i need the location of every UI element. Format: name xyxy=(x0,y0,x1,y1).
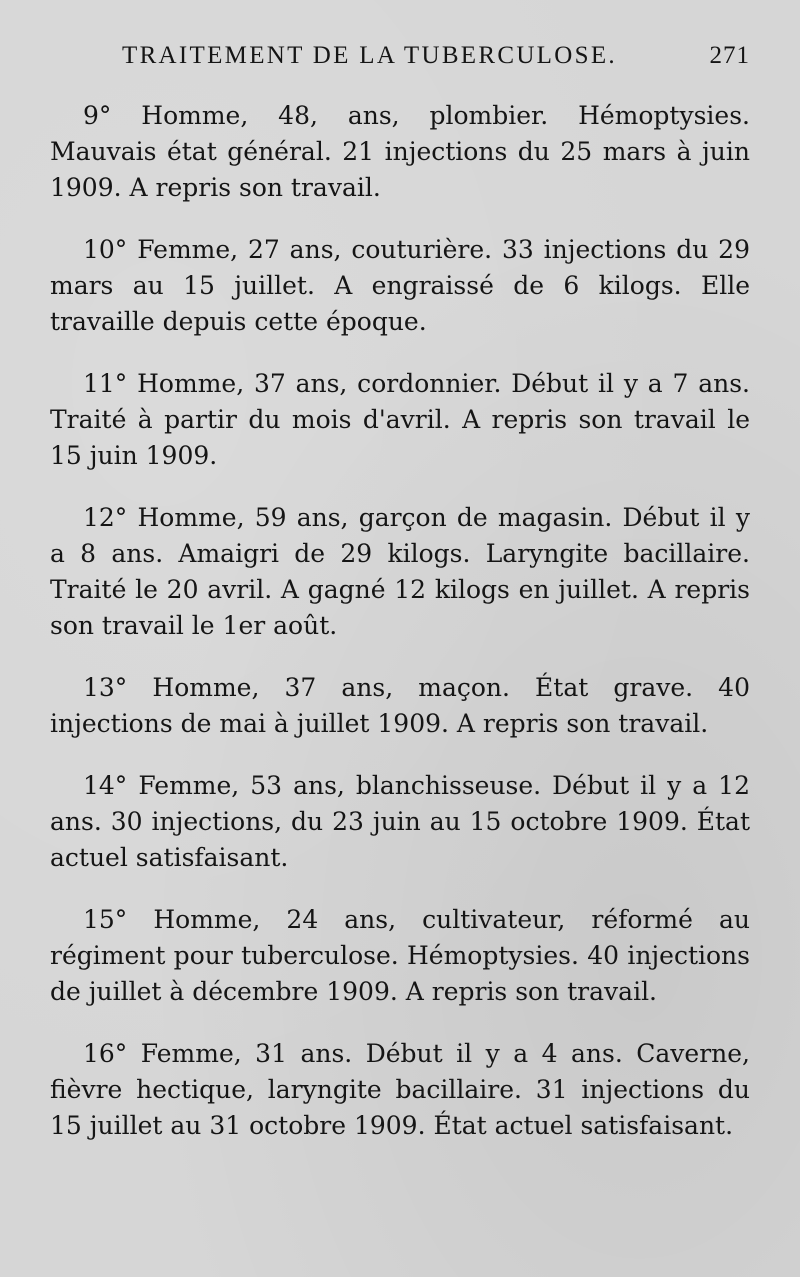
page-header xyxy=(110,42,750,82)
running-title: TRAITEMENT DE LA TUBERCULOSE. xyxy=(122,42,617,69)
case-paragraph-14: 14° Femme, 53 ans, blanchisseuse. Début il y a 12 ans. 30 injections, du 23 juin au 15 octobre 1909. État actuel satisfaisant. xyxy=(50,771,750,872)
case-paragraph-9: 9° Homme, 48, ans, plombier. Hémoptysies. Mauvais état général. 21 injections du 25 mars à juin 1909. A repris son travail. xyxy=(50,101,750,202)
page-number: 271 xyxy=(709,42,750,69)
case-paragraph-11: 11° Homme, 37 ans, cordonnier. Début il y a 7 ans. Traité à partir du mois d'avril. A repris son travail le 15 juin 1909. xyxy=(50,369,750,470)
case-paragraph-15: 15° Homme, 24 ans, cultivateur, réformé au régiment pour tuberculose. Hémoptysies. 40 injections de juillet à décembre 1909. A repris son travail. xyxy=(50,905,750,1006)
case-paragraph-12: 12° Homme, 59 ans, garçon de magasin. Début il y a 8 ans. Amaigri de 29 kilogs. Laryngite bacillaire. Traité le 20 avril. A gagné 12 kilogs en juillet. A repris son travail le 1er août. xyxy=(50,503,750,640)
case-paragraph-16: 16° Femme, 31 ans. Début il y a 4 ans. Caverne, fièvre hectique, laryngite bacillaire. 31 injections du 15 juillet au 31 octobre 1909. État actuel satisfaisant. xyxy=(50,1039,750,1140)
case-paragraph-13: 13° Homme, 37 ans, maçon. État grave. 40 injections de mai à juillet 1909. A repris son travail. xyxy=(50,673,750,738)
case-paragraph-10: 10° Femme, 27 ans, couturière. 33 injections du 29 mars au 15 juillet. A engraissé de 6 kilogs. Elle travaille depuis cette époque. xyxy=(50,235,750,336)
body-text xyxy=(50,98,750,1170)
